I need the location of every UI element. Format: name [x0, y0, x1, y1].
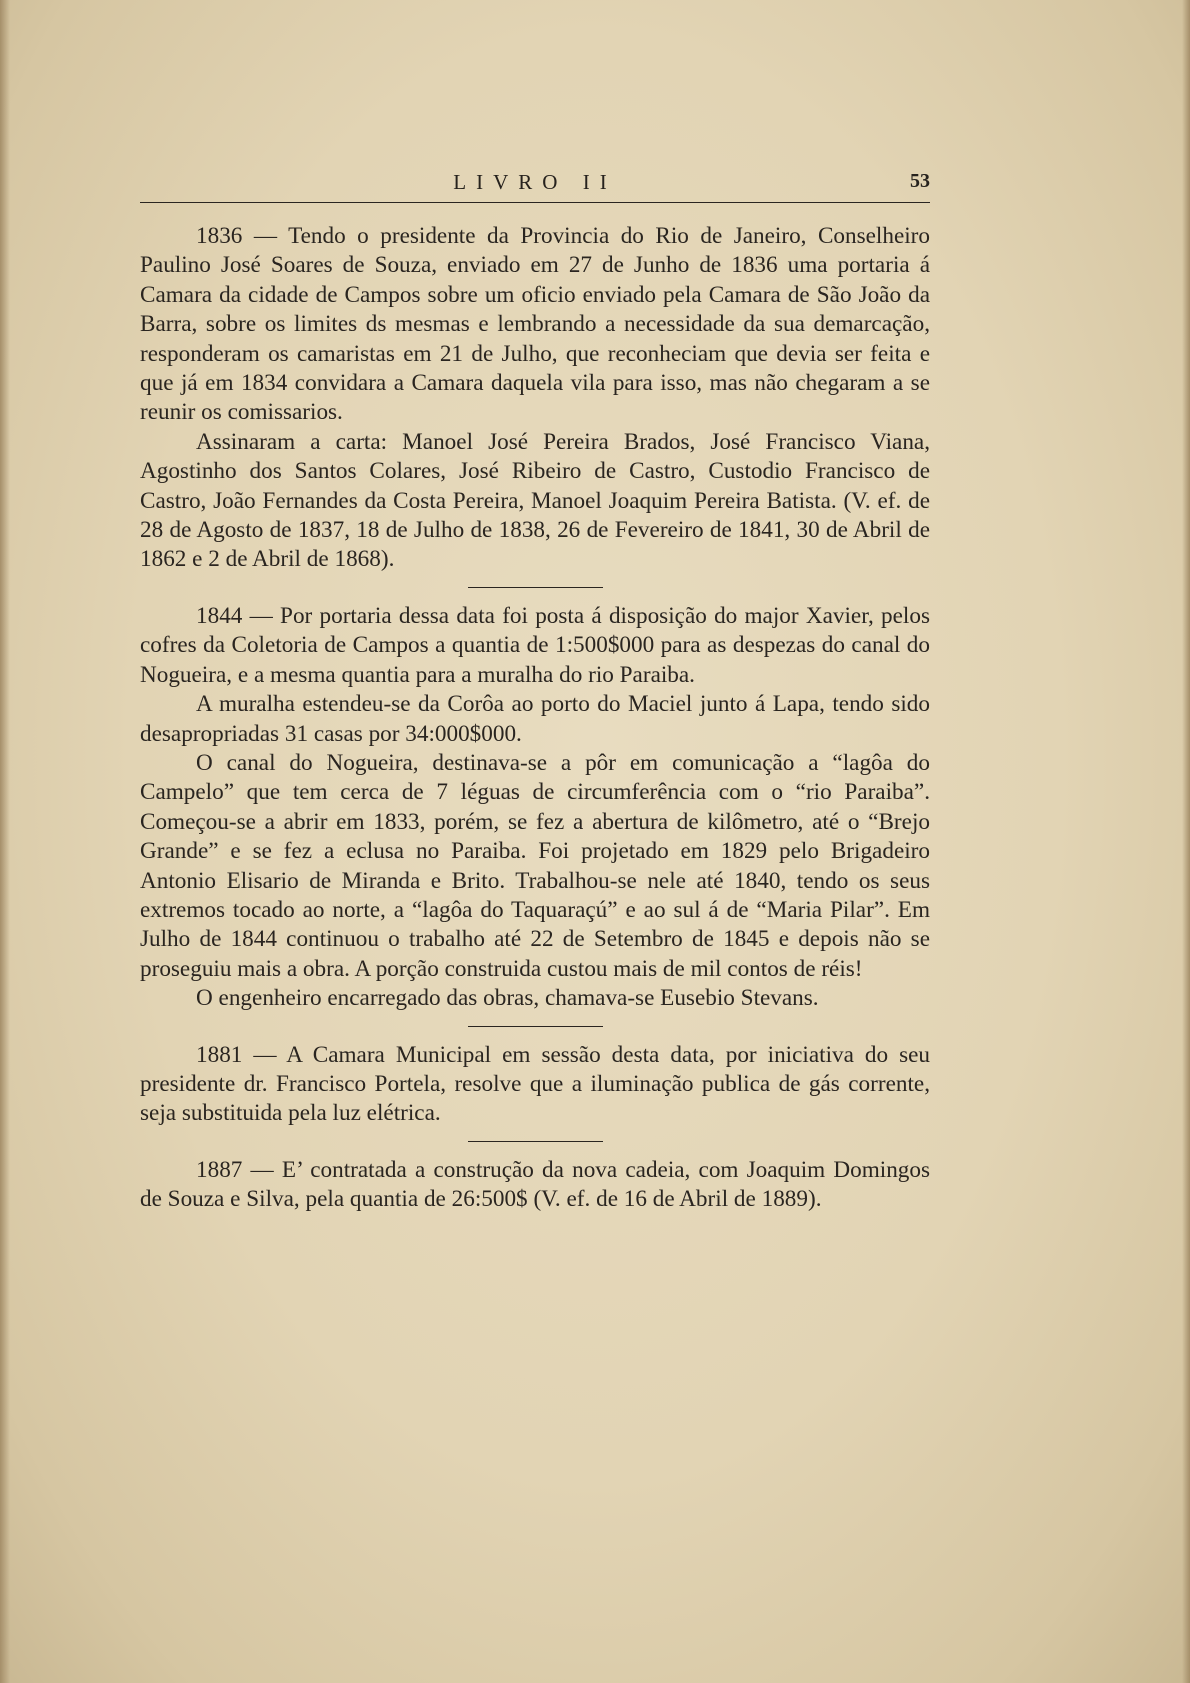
paragraph-1844-portaria: 1844 — Por portaria dessa data foi posta á disposição do major Xavier, pelos cofres da Coletoria de Campos a quantia de 1:500$000 para as despezas do canal do Nogueira, e a mesma quantia para a muralha do rio Paraiba.: [140, 602, 930, 688]
page-body: [140, 222, 930, 1215]
paragraph-1836-signatories: Assinaram a carta: Manoel José Pereira Brados, José Francisco Viana, Agostinho dos Santos Colares, José Ribeiro de Castro, Custodio Francisco de Castro, João Fernandes da Costa Pereira, Manoel Joaquim Pereira Batista. (V. ef. de 28 de Agosto de 1837, 18 de Julho de 1838, 26 de Fevereiro de 1841, 30 de Abril de 1862 e 2 de Abril de 1868).: [140, 428, 930, 573]
paragraph-1836-portaria: 1836 — Tendo o presidente da Provincia do Rio de Janeiro, Conselheiro Paulino José Soares de Souza, enviado em 27 de Junho de 1836 uma portaria á Camara da cidade de Campos sobre um oficio enviado pela Camara de São João da Barra, sobre os limites ds mesmas e lembrando a necessidade da sua demarcação, responderam os camaristas em 21 de Julho, que reconheciam que devia ser feita e que já em 1834 convidara a Camara daquela vila para isso, mas não chegaram a se reunir os comissarios.: [140, 223, 930, 426]
paragraph-1887-cadeia: 1887 — E’ contratada a construção da nova cadeia, com Joaquim Domingos de Souza e Silva, pela quantia de 26:500$ (V. ef. de 16 de Abril de 1889).: [140, 1156, 930, 1213]
paragraph-1844-muralha: A muralha estendeu-se da Corôa ao porto do Maciel junto á Lapa, tendo sido desapropriadas 31 casas por 34:000$000.: [140, 691, 930, 747]
page-edge-left: [0, 0, 10, 1683]
page-header: [140, 168, 930, 203]
page-number: 53: [910, 170, 930, 192]
paragraph-1844-engenheiro: O engenheiro encarregado das obras, chamava-se Eusebio Stevans.: [196, 985, 819, 1012]
page-edge-right: [1182, 0, 1190, 1683]
running-head: LIVRO II: [453, 170, 617, 194]
section-divider: [468, 1026, 603, 1027]
paragraph-1881-iluminacao: 1881 — A Camara Municipal em sessão desta data, por iniciativa do seu presidente dr. Francisco Portela, resolve que a iluminação publica de gás corrente, seja substituida pela luz elétrica.: [140, 1041, 930, 1127]
paragraph-1844-canal: O canal do Nogueira, destinava-se a pôr em comunicação a “lagôa do Campelo” que tem cerca de 7 léguas de circumferência com o “rio Paraiba”. Começou-se a abrir em 1833, porém, se fez a abertura de kilômetro, até o “Brejo Grande” e se fez a eclusa no Paraiba. Foi projetado em 1829 pelo Brigadeiro Antonio Elisario de Miranda e Brito. Trabalhou-se nele até 1840, tendo os seus extremos tocado ao norte, a “lagôa do Taquaraçú” e ao sul á de “Maria Pilar”. Em Julho de 1844 continuou o trabalho até 22 de Setembro de 1845 e depois não se proseguiu mais a obra. A porção construida custou mais de mil contos de réis!: [140, 749, 930, 982]
section-divider: [468, 587, 603, 588]
section-divider: [468, 1141, 603, 1142]
